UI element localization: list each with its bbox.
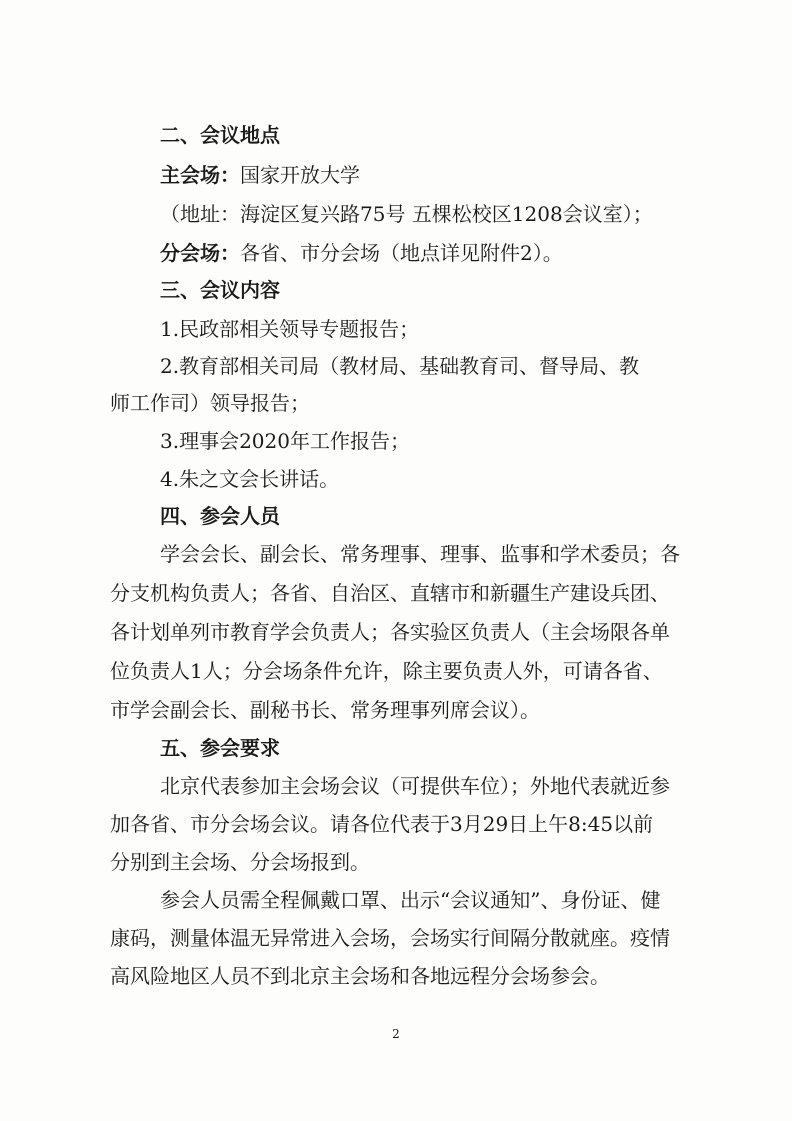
requirements-para-2-line-2: 康码，测量体温无异常进入会场，会场实行间隔分散就座。疫情 [110, 926, 670, 950]
attendees-line-1: 学会会长、副会长、常务理事、理事、监事和学术委员；各 [160, 542, 680, 566]
requirements-para-1-line-1: 北京代表参加主会场会议（可提供车位）；外地代表就近参 [160, 774, 670, 798]
content-item-2-line-1: 2.教育部相关司局（教材局、基础教育司、督导局、教 [160, 354, 640, 378]
attendees-line-4: 位负责人1人；分会场条件允许，除主要负责人外，可请各省、 [110, 659, 663, 683]
section-3-heading: 三、会议内容 [160, 278, 280, 302]
content-item-4: 4.朱之文会长讲话。 [160, 467, 340, 491]
content-item-3: 3.理事会2020年工作报告； [160, 429, 410, 453]
requirements-para-2-line-3: 高风险地区人员不到北京主会场和各地远程分会场参会。 [110, 964, 610, 988]
requirements-para-1-line-3: 分别到主会场、分会场报到。 [110, 850, 370, 874]
page-number: 2 [392, 1027, 400, 1041]
attendees-line-3: 各计划单列市教育学会负责人；各实验区负责人（主会场限各单 [110, 620, 670, 644]
section-2-heading: 二、会议地点 [160, 123, 280, 147]
branch-venue-label: 分会场： [160, 241, 240, 265]
requirements-para-1-line-2: 加各省、市分会场会议。请各位代表于3月29日上午8:45以前 [110, 812, 654, 836]
main-venue-label: 主会场： [160, 163, 240, 187]
attendees-line-2: 分支机构负责人；各省、自治区、直辖市和新疆生产建设兵团、 [110, 581, 670, 605]
main-venue-address: （地址：海淀区复兴路75号 五棵松校区1208会议室）； [160, 202, 653, 226]
main-venue-line [160, 162, 360, 188]
branch-venue-line [160, 240, 563, 266]
content-item-2-line-2: 师工作司）领导报告； [110, 391, 310, 415]
main-venue-value: 国家开放大学 [240, 163, 360, 187]
branch-venue-value: 各省、市分会场（地点详见附件2）。 [240, 241, 563, 265]
content-item-1: 1.民政部相关领导专题报告； [160, 317, 420, 341]
requirements-para-2-line-1: 参会人员需全程佩戴口罩、出示“会议通知”、身份证、健 [160, 888, 661, 912]
section-4-heading: 四、参会人员 [160, 504, 280, 528]
attendees-line-5: 市学会副会长、副秘书长、常务理事列席会议）。 [110, 698, 540, 722]
section-5-heading: 五、参会要求 [160, 736, 280, 760]
